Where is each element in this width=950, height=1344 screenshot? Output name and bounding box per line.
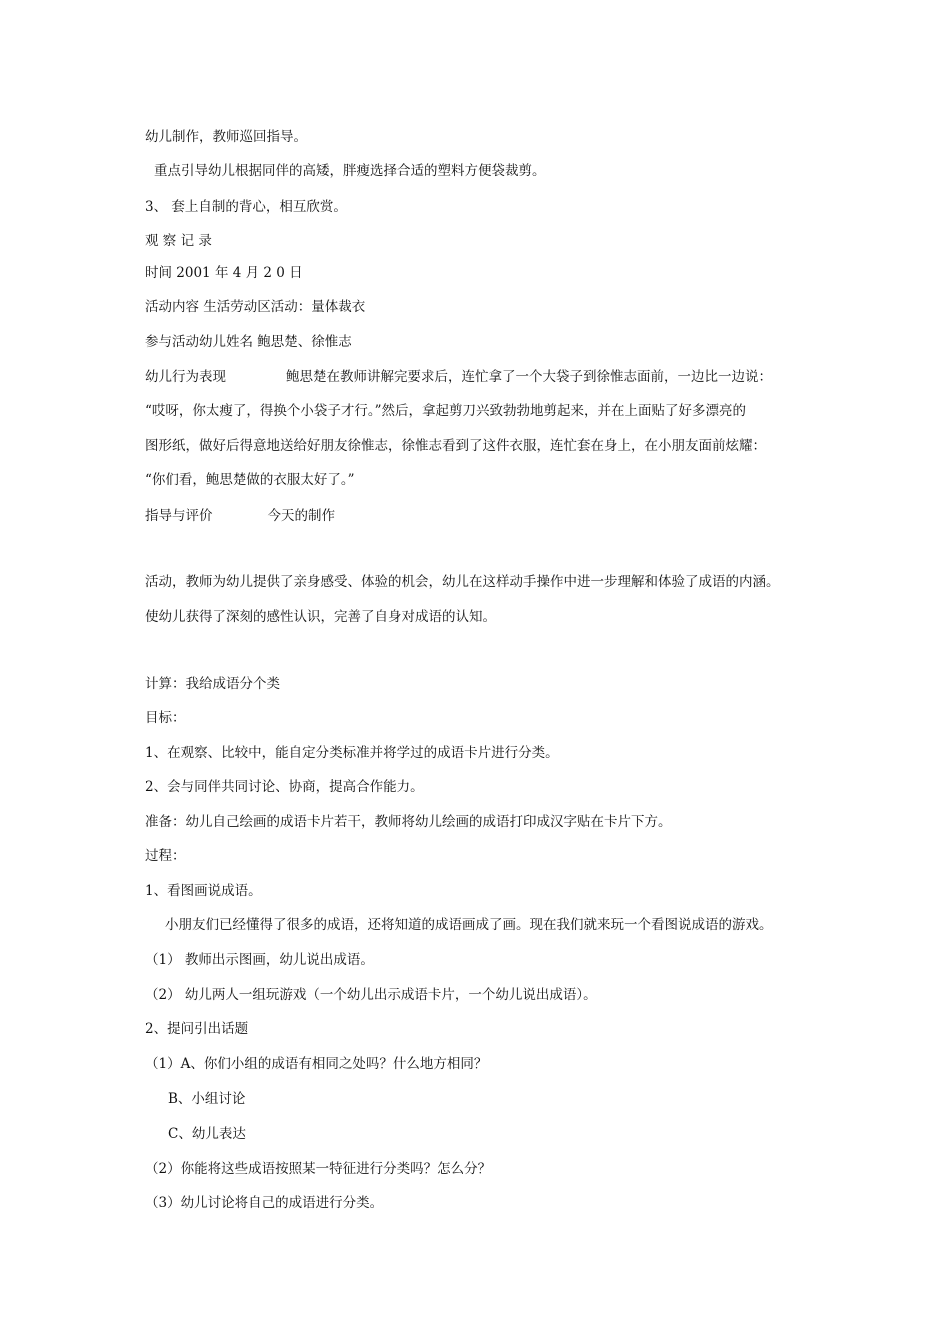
text-line: 3、 套上自制的背心，相互欣赏。 [145, 199, 347, 215]
prep-text: 准备：幼儿自己绘画的成语卡片若干，教师将幼儿绘画的成语打印成汉字贴在卡片下方。 [145, 814, 672, 830]
guidance-row [145, 507, 335, 525]
observation-participants: 参与活动幼儿姓名 鲍思楚、徐惟志 [145, 334, 352, 350]
step-item: （2） 幼儿两人一组玩游戏（一个幼儿出示成语卡片，一个幼儿说出成语）。 [145, 987, 597, 1003]
step-item: （1）A、你们小组的成语有相同之处吗？什么地方相同？ [145, 1056, 488, 1072]
guidance-text: 今天的制作 [267, 508, 335, 524]
text-line: 图形纸，做好后得意地送给好朋友徐惟志，徐惟志看到了这件衣服，连忙套在身上，在小朋友面前炫耀： [145, 438, 766, 454]
text-line: “哎呀，你太瘦了，得换个小袋子才行。”然后，拿起剪刀兴致勃勃地剪起来，并在上面贴了好多漂亮的 [145, 403, 747, 419]
step-heading: 2、提问引出话题 [145, 1021, 249, 1037]
text-line: 活动，教师为幼儿提供了亲身感受、体验的机会，幼儿在这样动手操作中进一步理解和体验了成语的内涵。 [145, 574, 780, 590]
goal-item: 1、在观察、比较中，能自定分类标准并将学过的成语卡片进行分类。 [145, 745, 559, 761]
step-item: （1） 教师出示图画，幼儿说出成语。 [145, 952, 374, 968]
step-subitem: C、幼儿表达 [168, 1126, 246, 1142]
step-description: 小朋友们已经懂得了很多的成语，还将知道的成语画成了画。现在我们就来玩一个看图说成语的游戏。 [165, 917, 773, 933]
behavior-text: 鲍思楚在教师讲解完要求后，连忙拿了一个大袋子到徐惟志面前，一边比一边说： [286, 369, 772, 385]
observation-heading: 观 察 记 录 [145, 233, 212, 249]
behavior-row [145, 368, 772, 386]
step-item: （3）幼儿讨论将自己的成语进行分类。 [145, 1195, 384, 1211]
text-line: “你们看，鲍思楚做的衣服太好了。” [145, 472, 355, 488]
text-line: 重点引导幼儿根据同伴的高矮，胖瘦选择合适的塑料方便袋裁剪。 [154, 163, 546, 179]
behavior-label: 幼儿行为表现 [145, 369, 226, 385]
step-heading: 1、看图画说成语。 [145, 883, 262, 899]
guidance-label: 指导与评价 [145, 508, 213, 524]
step-subitem: B、小组讨论 [168, 1091, 246, 1107]
process-label: 过程： [145, 848, 186, 864]
step-item: （2）你能将这些成语按照某一特征进行分类吗？怎么分？ [145, 1161, 492, 1177]
observation-time: 时间 2001 年 4 月 2 0 日 [145, 265, 303, 281]
observation-content: 活动内容 生活劳动区活动：量体裁衣 [145, 299, 366, 315]
goal-item: 2、会与同伴共同讨论、协商，提高合作能力。 [145, 779, 424, 795]
text-line: 幼儿制作，教师巡回指导。 [145, 129, 307, 145]
text-line: 使幼儿获得了深刻的感性认识，完善了自身对成语的认知。 [145, 609, 496, 625]
lesson-title: 计算：我给成语分个类 [145, 676, 280, 692]
goal-label: 目标： [145, 710, 186, 726]
